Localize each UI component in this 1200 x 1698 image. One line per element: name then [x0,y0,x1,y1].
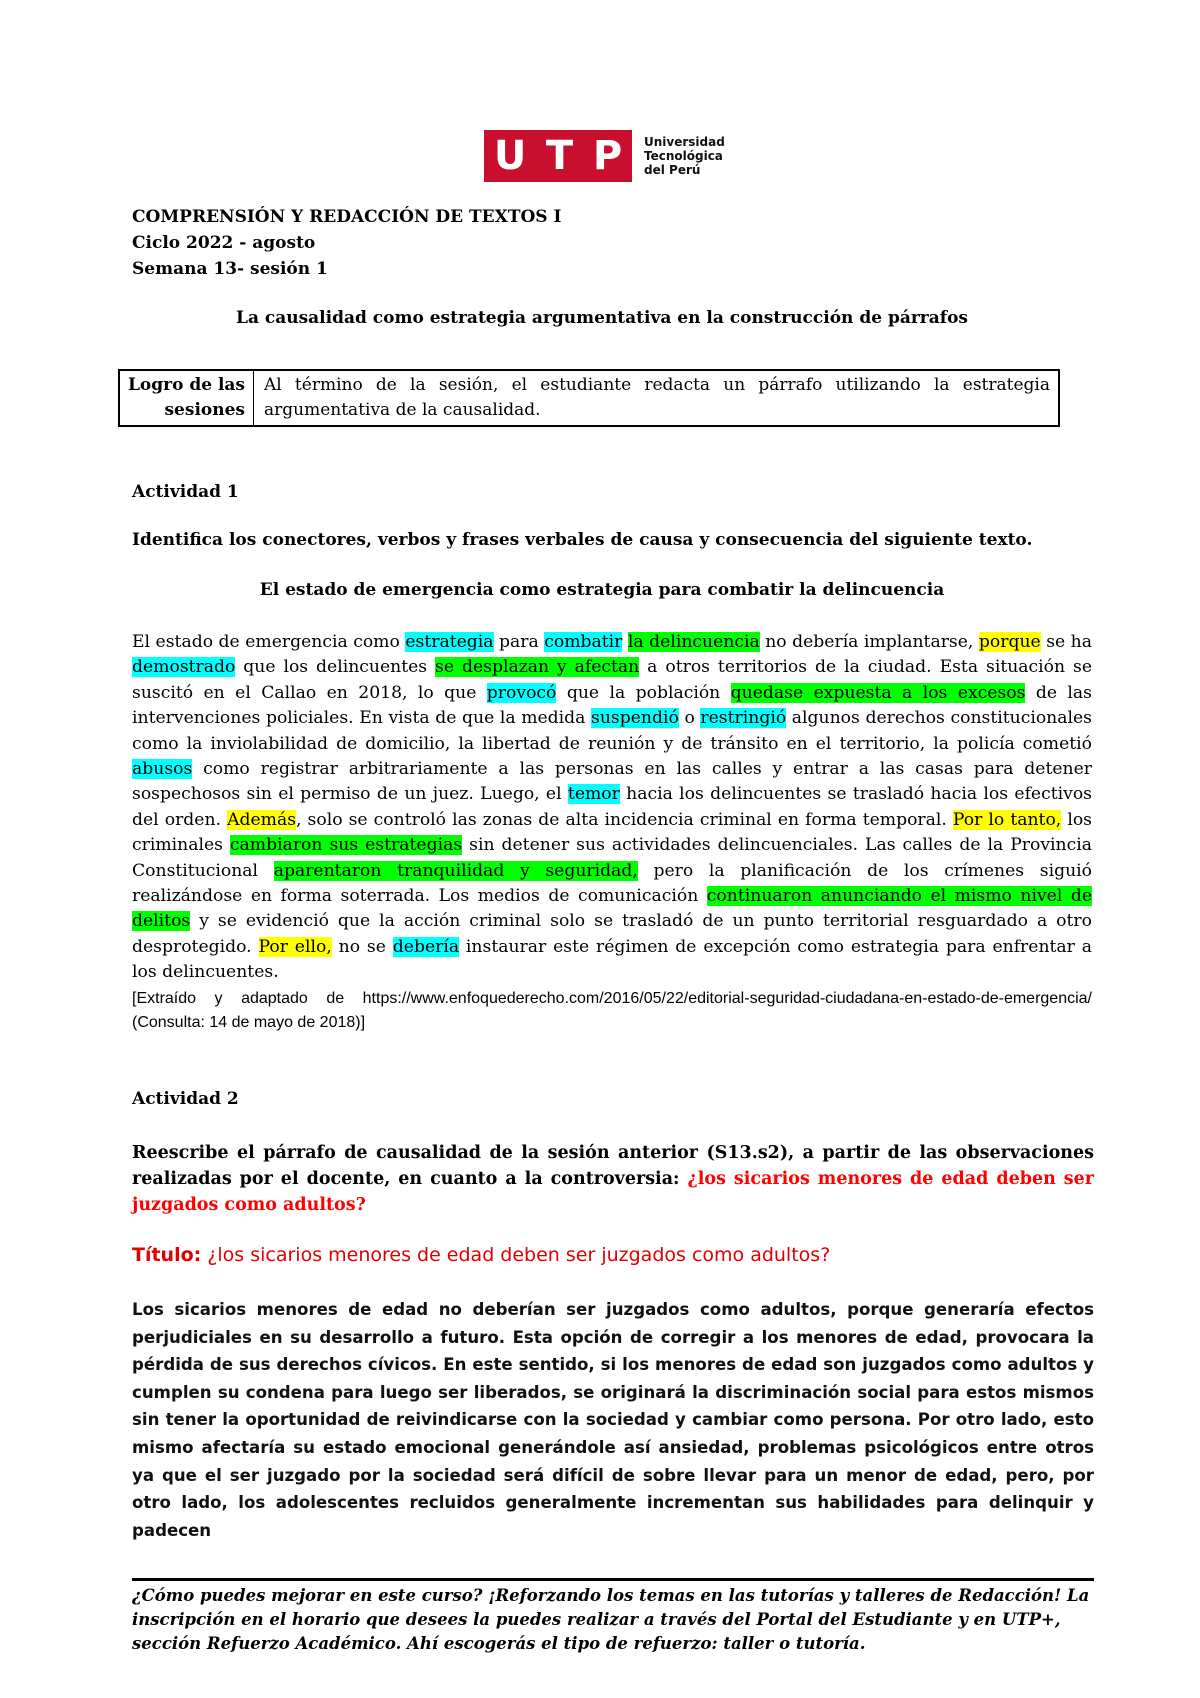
paragraph-text: se ha [1040,632,1092,652]
citation: [Extraído y adaptado de https://www.enfoquederecho.com/2016/05/22/editorial-seguridad-ciudadana-en-estado-de-emergencia/ (Consulta: 14 de mayo de 2018)] [132,990,1092,1031]
logro-label: Logro de las sesiones [120,371,254,425]
paragraph-text: que los delincuentes [235,657,436,678]
text-title: El estado de emergencia como estrategia para combatir la delincuencia [259,580,945,600]
logo-letter-p: P [592,133,623,179]
paragraph-text: pero la planificación de los crímenes siguió realizándose en forma soterrada. Los medios de comunicación [132,860,1092,907]
essay-title-label: Título: [132,1244,202,1266]
highlight-cyan: debería [392,936,460,957]
highlight-yellow: Por lo tanto, [952,809,1062,830]
paragraph-text: o [678,708,701,729]
actividad1-instruction: Identifica los conectores, verbos y frases verbales de causa y consecuencia del siguiente texto. [132,530,1033,550]
logro-table [118,369,1060,427]
utp-logo-mark [484,130,632,182]
actividad1-heading: Actividad 1 [132,482,239,502]
course-title: COMPRENSIÓN Y REDACCIÓN DE TEXTOS I [132,207,562,227]
footer-divider [132,1578,1094,1581]
actividad2-instruction [132,1140,1094,1218]
paragraph-text: y se evidenció que la acción criminal solo se trasladó de un punto territorial resguardado a otro desprotegido. [132,911,1092,957]
course-week: Semana 13- sesión 1 [132,259,328,279]
highlight-cyan: restringió [700,708,787,729]
paragraph-text: no se [331,936,393,957]
paragraph-text: como registrar arbitrariamente a las personas en las calles y entrar a las casas para detener sospechosos sin el permiso de un juez. Luego, el [132,759,1092,805]
highlight-green: cambiaron sus estrategias [229,835,463,856]
course-header [132,204,561,282]
logro-text: Al término de la sesión, el estudiante redacta un párrafo utilizando la estrategia argumentativa de la causalidad. [264,375,1050,420]
paragraph-text: a otros territorios de la ciudad. Esta situación se suscitó en el Callao en 2018, lo que [132,657,1092,703]
paragraph-text: no debería implantarse, [759,632,979,652]
highlight-green: continuaron anunciando el mismo nivel de delitos [132,886,1092,932]
highlight-cyan: estrategia [405,632,494,652]
highlight-green: se desplazan y afectan [435,657,640,678]
paragraph-text: para [493,632,545,652]
footer-note: ¿Cómo puedes mejorar en este curso? ¡Reforzando los temas en las tutorías y talleres de Redacción! La inscripción en el horario que desees la puedes realizar a través del Portal del Estudiante y en UTP+, sección Refuerzo Académico. Ahí escogerás el tipo de refuerzo: taller o tutoría. [132,1586,1090,1653]
paragraph-text: que la población [556,682,731,703]
highlight-cyan: temor [567,784,620,805]
paragraph-text: los criminales [132,809,1092,856]
highlighted-paragraph [132,630,1092,986]
logo-letter-u: U [493,133,527,179]
paragraph-text: de las intervenciones policiales. En vista de que la medida [132,682,1092,729]
highlight-cyan: suspendió [591,708,679,729]
paragraph-text: algunos derechos constitucionales como la inviolabilidad de domicilio, la libertad de reunión y de tránsito en el territorio, la policía cometió [132,708,1092,754]
paragraph-text: hacia los delincuentes se trasladó hacia los efectivos del orden. [132,784,1093,830]
highlight-cyan: combatir [544,632,623,652]
logo-line-2: Tecnológica [644,149,723,163]
logo-line-1: Universidad [644,135,725,149]
essay-title [132,1244,830,1266]
highlight-cyan: demostrado [132,657,236,678]
controversy-question: ¿los sicarios menores de edad deben ser juzgados como adultos? [132,1169,1095,1215]
actividad2-heading: Actividad 2 [132,1089,239,1109]
highlight-green: la delincuencia [627,632,760,652]
logo-line-3: del Perú [644,163,701,177]
essay-title-text: ¿los sicarios menores de edad deben ser juzgados como adultos? [201,1244,831,1266]
highlight-yellow: Además [227,809,297,830]
paragraph-text: , solo se controló las zonas de alta incidencia criminal en forma temporal. [296,809,953,830]
highlight-cyan: provocó [486,682,557,703]
paragraph-text: sin detener sus actividades delincuenciales. Las calles de la Provincia Constitucional [132,835,1092,881]
actividad2-instruction-text: Reescribe el párrafo de causalidad de la sesión anterior (S13.s2), a partir de las observaciones realizadas por el docente, en cuanto a la controversia: [132,1143,1094,1189]
highlight-yellow: porque [978,632,1041,652]
utp-logo [484,130,725,182]
logo-letter-t: T [545,133,574,179]
logo-wordmark [644,135,725,177]
paragraph-text: El estado de emergencia como [132,632,406,652]
highlight-green: aparentaron tranquilidad y seguridad, [273,860,638,881]
course-cycle: Ciclo 2022 - agosto [132,233,316,253]
session-title: La causalidad como estrategia argumentativa en la construcción de párrafos [235,308,968,328]
highlight-yellow: Por ello, [258,936,332,957]
highlight-green: quedase expuesta a los excesos [730,682,1026,703]
paragraph-text: instaurar este régimen de excepción como estrategia para enfrentar a los delincuentes. [132,936,1092,983]
essay-paragraph: Los sicarios menores de edad no deberían ser juzgados como adultos, porque generaría efectos perjudiciales en su desarrollo a futuro. Esta opción de corregir a los menores de edad, provocara la pérdida de sus derechos cívicos. En este sentido, si los menores de edad son juzgados como adultos y cumplen su condena para luego ser liberados, se originará la discriminación social para estos mismos sin tener la oportunidad de reivindicarse con la sociedad y cambiar como persona. Por otro lado, esto mismo afectaría su estado emocional generándole así ansiedad, problemas psicológicos entre otros ya que el ser juzgado por la sociedad será difícil de sobre llevar para un menor de edad, pero, por otro lado, los adolescentes recluidos generalmente incrementan sus habilidades para delinquir y padecen [132,1300,1094,1540]
highlight-cyan: abusos [132,759,193,780]
